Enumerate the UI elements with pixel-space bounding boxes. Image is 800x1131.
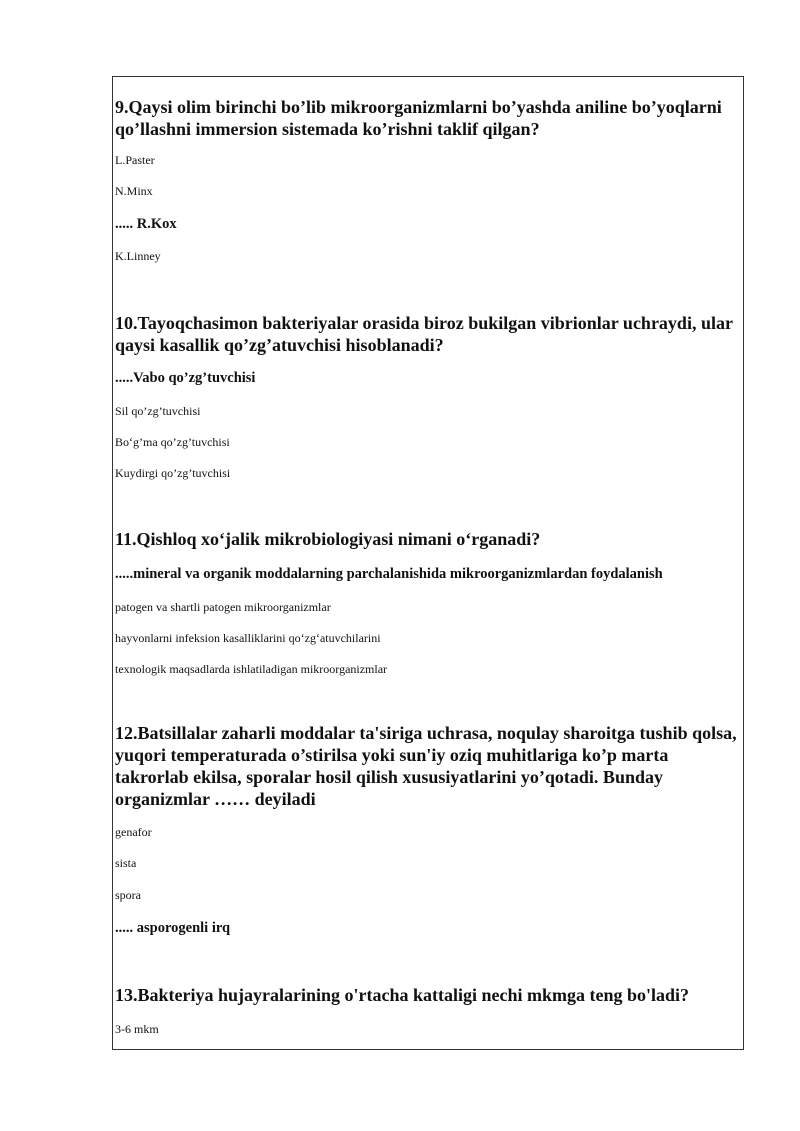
- question-block: [115, 96, 745, 263]
- option[interactable]: patogen va shartli patogen mikroorganizmlar: [115, 600, 331, 614]
- correct-option[interactable]: .....Vabo qo’zg’tuvchisi: [115, 370, 256, 386]
- question-text: 11.Qishloq xo‘jalik mikrobiologiyasi nimani o‘rganadi?: [115, 529, 541, 549]
- question-block: [115, 722, 745, 936]
- question-text: 12.Batsillalar zaharli moddalar ta'siriga uchrasa, noqulay sharoitga tushib qolsa, yuqori temperaturada o’stirilsa yoki sun'iy oziq muhitlariga ko’p marta takrorlab ekilsa, sporalar hosil qilish xususiyatlarini yo’qotadi. Bunday organizmlar …… deyiladi: [115, 723, 737, 809]
- correct-option[interactable]: ..... asporogenli irq: [115, 920, 231, 936]
- question-block: [115, 312, 745, 480]
- question-text: 13.Bakteriya hujayralarining o'rtacha kattaligi nechi mkmga teng bo'ladi?: [115, 985, 690, 1005]
- page-border: [112, 76, 744, 1050]
- option[interactable]: K.Linney: [115, 249, 161, 263]
- question-block: [115, 984, 745, 1036]
- question-text: 10.Tayoqchasimon bakteriyalar orasida biroz bukilgan vibrionlar uchraydi, ular qaysi kasallik qo’zg’atuvchisi hisoblanadi?: [115, 313, 733, 355]
- option[interactable]: hayvonlarni infeksion kasalliklarini qo‘zg‘atuvchilarini: [115, 631, 381, 645]
- option[interactable]: Sil qo’zg’tuvchisi: [115, 404, 201, 418]
- correct-option[interactable]: ..... R.Kox: [115, 216, 177, 232]
- question-block: [115, 528, 745, 676]
- option[interactable]: Bo‘g’ma qo’zg’tuvchisi: [115, 435, 230, 449]
- option[interactable]: 3-6 mkm: [115, 1022, 159, 1036]
- option[interactable]: spora: [115, 888, 141, 902]
- option[interactable]: L.Paster: [115, 153, 155, 167]
- question-text: 9.Qaysi olim birinchi bo’lib mikroorganizmlarni bo’yashda aniline bo’yoqlarni qo’llashni immersion sistemada ko’rishni taklif qilgan?: [115, 97, 722, 139]
- option[interactable]: sista: [115, 856, 137, 870]
- option[interactable]: texnologik maqsadlarda ishlatiladigan mikroorganizmlar: [115, 662, 388, 676]
- option[interactable]: genafor: [115, 825, 152, 839]
- option[interactable]: Kuydirgi qo’zg’tuvchisi: [115, 466, 231, 480]
- option[interactable]: N.Minx: [115, 184, 153, 198]
- correct-option[interactable]: .....mineral va organik moddalarning parchalanishida mikroorganizmlardan foydalanish: [115, 566, 663, 582]
